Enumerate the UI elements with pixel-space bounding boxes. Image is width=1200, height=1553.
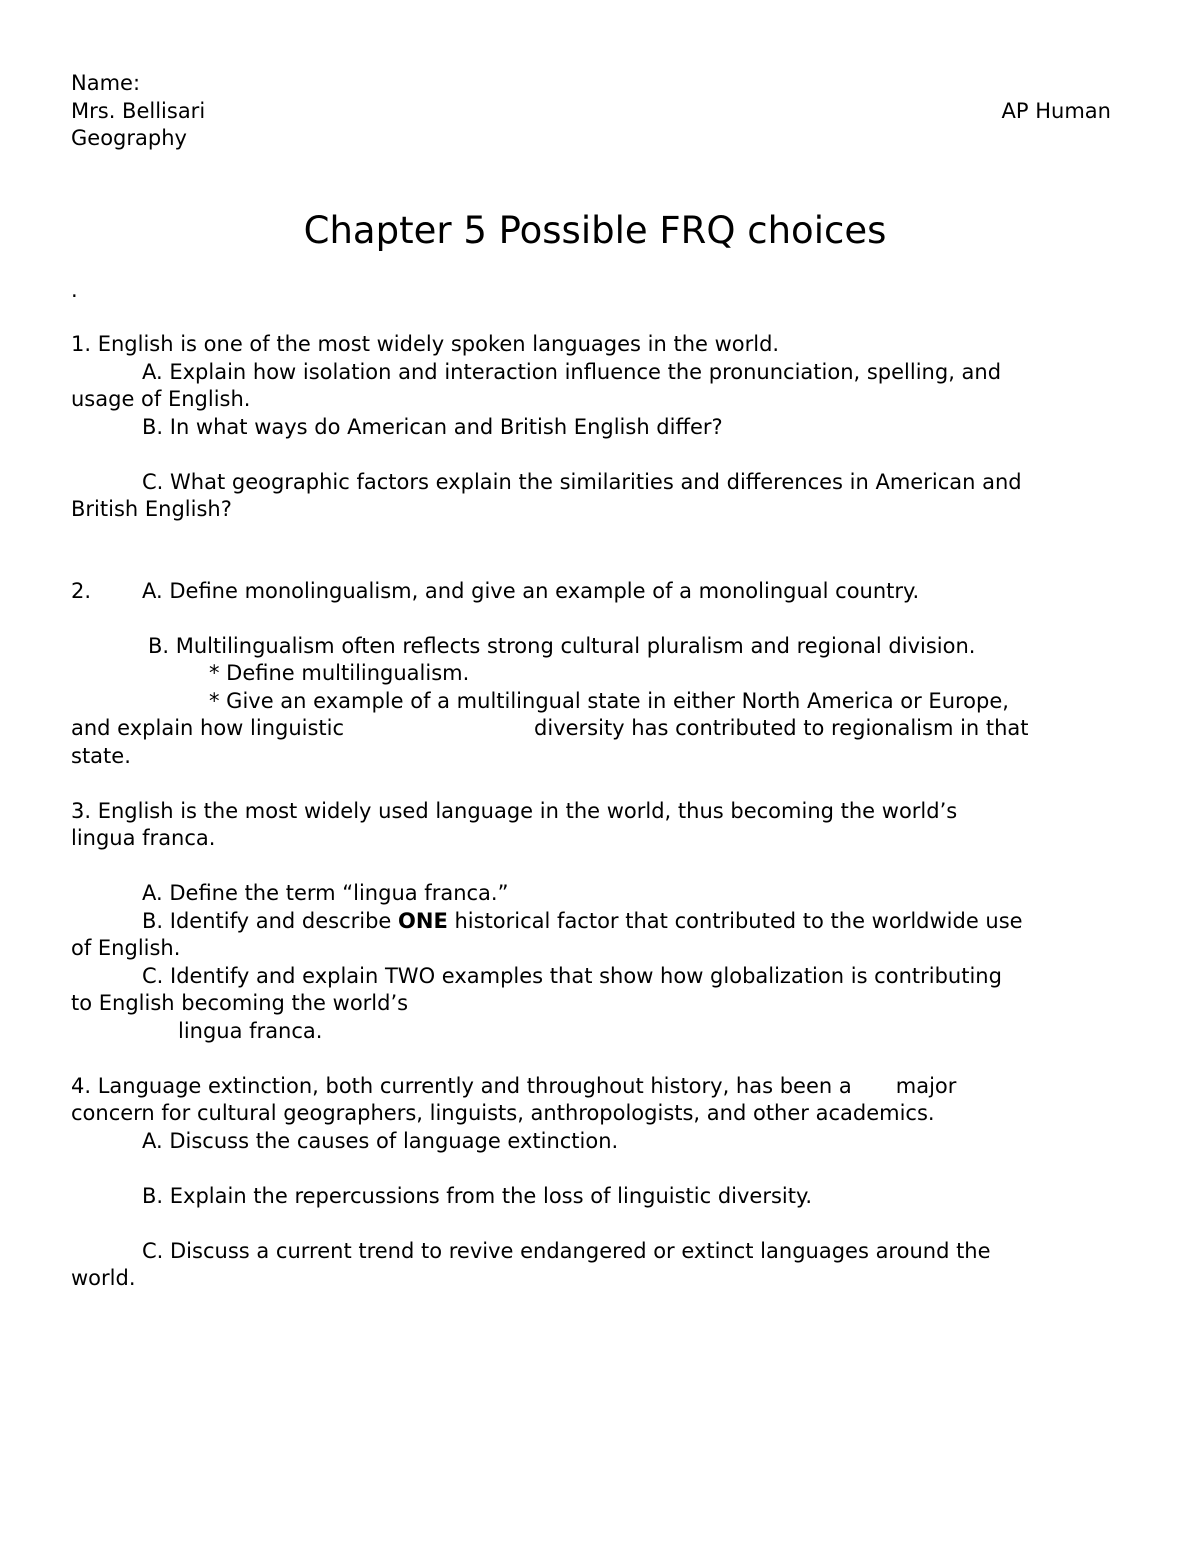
q2-explain-part1: and explain how linguistic	[71, 716, 345, 740]
q2-explain-line	[71, 715, 1133, 743]
spacer	[71, 1155, 1133, 1183]
spacer	[71, 1210, 1133, 1238]
q2-number: 2.	[71, 578, 92, 603]
spacer	[71, 1045, 1133, 1073]
q4-stem-line2: concern for cultural geographers, linguists, anthropologists, and other academics.	[71, 1101, 935, 1125]
q4-stem-part2: major	[895, 1073, 957, 1098]
q3-part-c-line1: C. Identify and explain TWO examples that show how globalization is contributing	[142, 963, 1002, 988]
q2-bullet-2: * Give an example of a multilingual state in either North America or Europe,	[209, 688, 1009, 713]
q2-part-a-row	[71, 578, 1133, 606]
course-name-part2: Geography	[71, 126, 187, 150]
teacher-name: Mrs. Bellisari	[71, 98, 206, 123]
q3-part-c-line3: lingua franca.	[178, 1018, 323, 1043]
q1-part-a-line1: A. Explain how isolation and interaction influence the pronunciation, spelling, and	[142, 359, 1002, 384]
spacer	[71, 524, 1133, 578]
q1-part-b: B. In what ways do American and British English differ?	[142, 414, 723, 439]
q4-part-c-line2: world.	[71, 1266, 136, 1290]
q2-part-b: B. Multilingualism often reflects strong cultural pluralism and regional division.	[148, 633, 976, 658]
document-content	[71, 70, 1133, 1293]
q2-part-a: A. Define monolingualism, and give an example of a monolingual country.	[142, 578, 920, 603]
q3-stem-line1: 3. English is the most widely used language in the world, thus becoming the world’s	[71, 798, 958, 823]
page-title: Chapter 5 Possible FRQ choices	[303, 208, 887, 252]
q3-part-b-emphasis: ONE	[398, 908, 448, 933]
q3-part-c-line2: to English becoming the world’s	[71, 991, 409, 1015]
q3-part-b-pre: B. Identify and describe	[142, 908, 399, 933]
q4-part-c-line1: C. Discuss a current trend to revive endangered or extinct languages around the	[142, 1238, 991, 1263]
q4-stem-part1: 4. Language extinction, both currently and throughout history, has been a	[71, 1073, 852, 1098]
header-row	[71, 98, 1111, 126]
name-label: Name:	[71, 71, 141, 95]
spacer	[71, 605, 1133, 633]
q3-part-b-post: historical factor that contributed to the worldwide use	[447, 908, 1023, 933]
q4-stem-line1	[71, 1073, 1133, 1101]
q2-explain-end: state.	[71, 743, 131, 768]
course-name-part1: AP Human	[1001, 98, 1111, 123]
stray-dot: .	[71, 277, 78, 302]
spacer	[71, 853, 1133, 881]
q1-part-c-line1: C. What geographic factors explain the similarities and differences in American and	[142, 469, 1022, 494]
q2-explain-part2: diversity has contributed to regionalism in that	[534, 716, 1029, 740]
q3-stem-line2: lingua franca.	[71, 826, 216, 850]
spacer	[71, 304, 1133, 331]
spacer	[71, 770, 1133, 798]
q4-part-b: B. Explain the repercussions from the loss of linguistic diversity.	[142, 1183, 813, 1208]
q1-part-c-line2: British English?	[71, 497, 232, 521]
q2-bullet-1: * Define multilingualism.	[209, 661, 470, 685]
q4-part-a: A. Discuss the causes of language extinction.	[142, 1128, 619, 1153]
q1-stem: 1. English is one of the most widely spoken languages in the world.	[71, 332, 780, 356]
q3-part-b-line1	[71, 908, 1133, 936]
q3-part-b-line2: of English.	[71, 936, 181, 960]
spacer	[71, 441, 1133, 469]
q1-part-a-line2: usage of English.	[71, 387, 251, 411]
q3-part-a: A. Define the term “lingua franca.”	[142, 881, 509, 905]
